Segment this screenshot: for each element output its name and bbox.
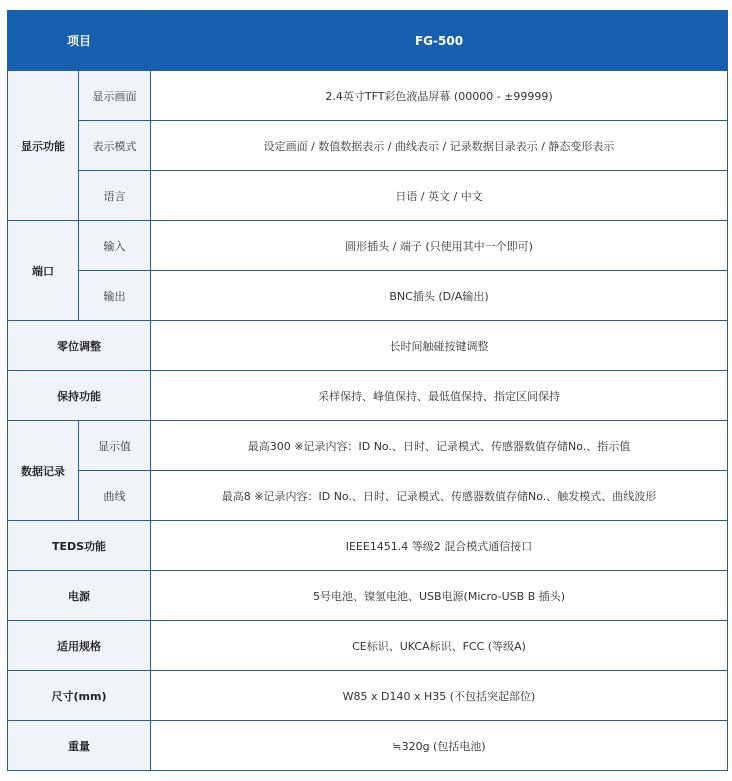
table-row [8,171,728,221]
port-category: 端口 [8,221,79,321]
weight-value: ≒320g (包括电池) [151,721,728,771]
zero-value: 长时间触碰按键调整 [151,321,728,371]
power-value: 5号电池、镍氢电池、USB电源(Micro-USB B 插头) [151,571,728,621]
table-row [8,721,728,771]
table-row [8,221,728,271]
hold-category: 保持功能 [8,371,151,421]
display-language-value: 日语 / 英文 / 中文 [151,171,728,221]
record-curve-label: 曲线 [79,471,151,521]
teds-category: TEDS功能 [8,521,151,571]
record-display-label: 显示值 [79,421,151,471]
display-language-label: 语言 [79,171,151,221]
table-row [8,71,728,121]
display-mode-value: 设定画面 / 数值数据表示 / 曲线表示 / 记录数据目录表示 / 静态变形表示 [151,121,728,171]
table-row [8,671,728,721]
zero-category: 零位调整 [8,321,151,371]
standard-value: CE标识、UKCA标识、FCC (等级A) [151,621,728,671]
table-row [8,371,728,421]
size-category: 尺寸(mm) [8,671,151,721]
table-row [8,271,728,321]
header-model: FG-500 [151,11,728,71]
header-item: 项目 [8,11,151,71]
table-row [8,421,728,471]
table-row [8,521,728,571]
record-display-value: 最高300 ※记录内容：ID No.、日时、记录模式、传感器数值存储No.、指示值 [151,421,728,471]
weight-category: 重量 [8,721,151,771]
hold-value: 采样保持、峰值保持、最低值保持、指定区间保持 [151,371,728,421]
port-output-value: BNC插头 (D/A输出) [151,271,728,321]
size-value: W85 x D140 x H35 (不包括突起部位) [151,671,728,721]
display-screen-value: 2.4英寸TFT彩色液晶屏幕 (00000 - ±99999) [151,71,728,121]
table-row [8,321,728,371]
power-category: 电源 [8,571,151,621]
display-mode-label: 表示模式 [79,121,151,171]
port-output-label: 输出 [79,271,151,321]
spec-table [7,10,728,771]
standard-category: 适用规格 [8,621,151,671]
display-category: 显示功能 [8,71,79,221]
display-screen-label: 显示画面 [79,71,151,121]
record-category: 数据记录 [8,421,79,521]
record-curve-value: 最高8 ※记录内容：ID No.、日时、记录模式、传感器数值存储No.、触发模式、曲线波形 [151,471,728,521]
table-row [8,621,728,671]
header-row [8,11,728,71]
table-row [8,571,728,621]
table-row [8,121,728,171]
teds-value: IEEE1451.4 等级2 混合模式通信接口 [151,521,728,571]
port-input-value: 圆形插头 / 端子 (只使用其中一个即可) [151,221,728,271]
port-input-label: 输入 [79,221,151,271]
table-row [8,471,728,521]
